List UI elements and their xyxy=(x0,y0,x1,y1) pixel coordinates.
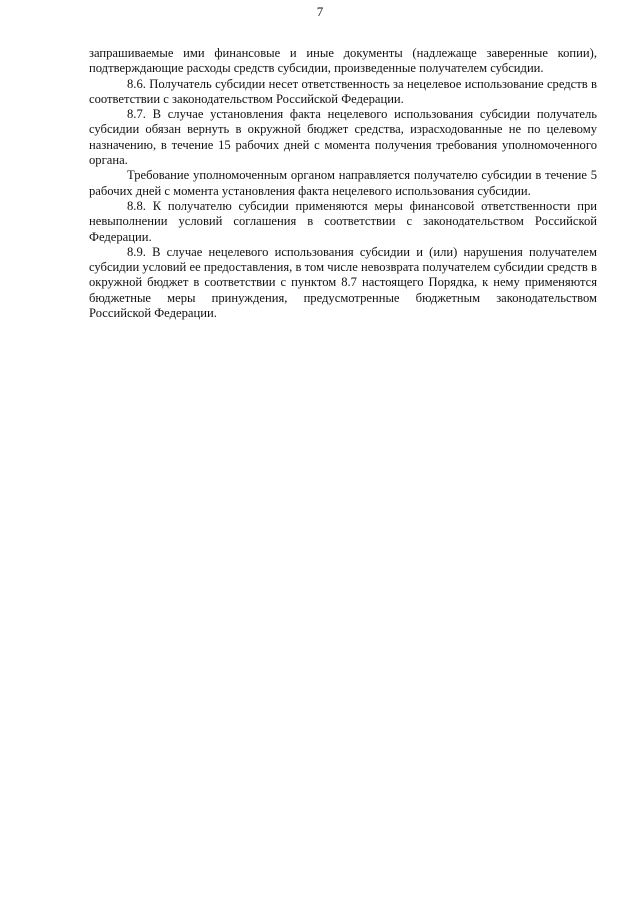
paragraph-8-6: 8.6. Получатель субсидии несет ответственность за нецелевое использование средств в соответствии с законодательством Российской Федерации. xyxy=(89,76,597,106)
paragraph-8-9: 8.9. В случае нецелевого использования субсидии и (или) нарушения получателем субсидии условий ее предоставления, в том числе невозврата получателем субсидии средств в окружной бюджет в соответствии с пунктом 8.7 настоящего Порядка, к нему применяются бюджетные меры принуждения, предусмотренные бюджетным законодательством Российской Федерации. xyxy=(89,244,597,321)
paragraph-continuation: запрашиваемые ими финансовые и иные документы (надлежаще заверенные копии), подтверждающие расходы средств субсидии, произведенные получателем субсидии. xyxy=(89,46,597,76)
document-body xyxy=(89,46,597,321)
page-number: 7 xyxy=(316,4,324,19)
paragraph-8-8: 8.8. К получателю субсидии применяются меры финансовой ответственности при невыполнении условий соглашения в соответствии с законодательством Российской Федерации. xyxy=(89,198,597,244)
paragraph-8-7: 8.7. В случае установления факта нецелевого использования субсидии получатель субсидии обязан вернуть в окружной бюджет средства, израсходованные не по целевому назначению, в течение 15 рабочих дней с момента получения требования уполномоченного органа. xyxy=(89,107,597,168)
paragraph-8-7-requirement: Требование уполномоченным органом направляется получателю субсидии в течение 5 рабочих дней с момента установления факта нецелевого использования субсидии. xyxy=(89,168,597,198)
